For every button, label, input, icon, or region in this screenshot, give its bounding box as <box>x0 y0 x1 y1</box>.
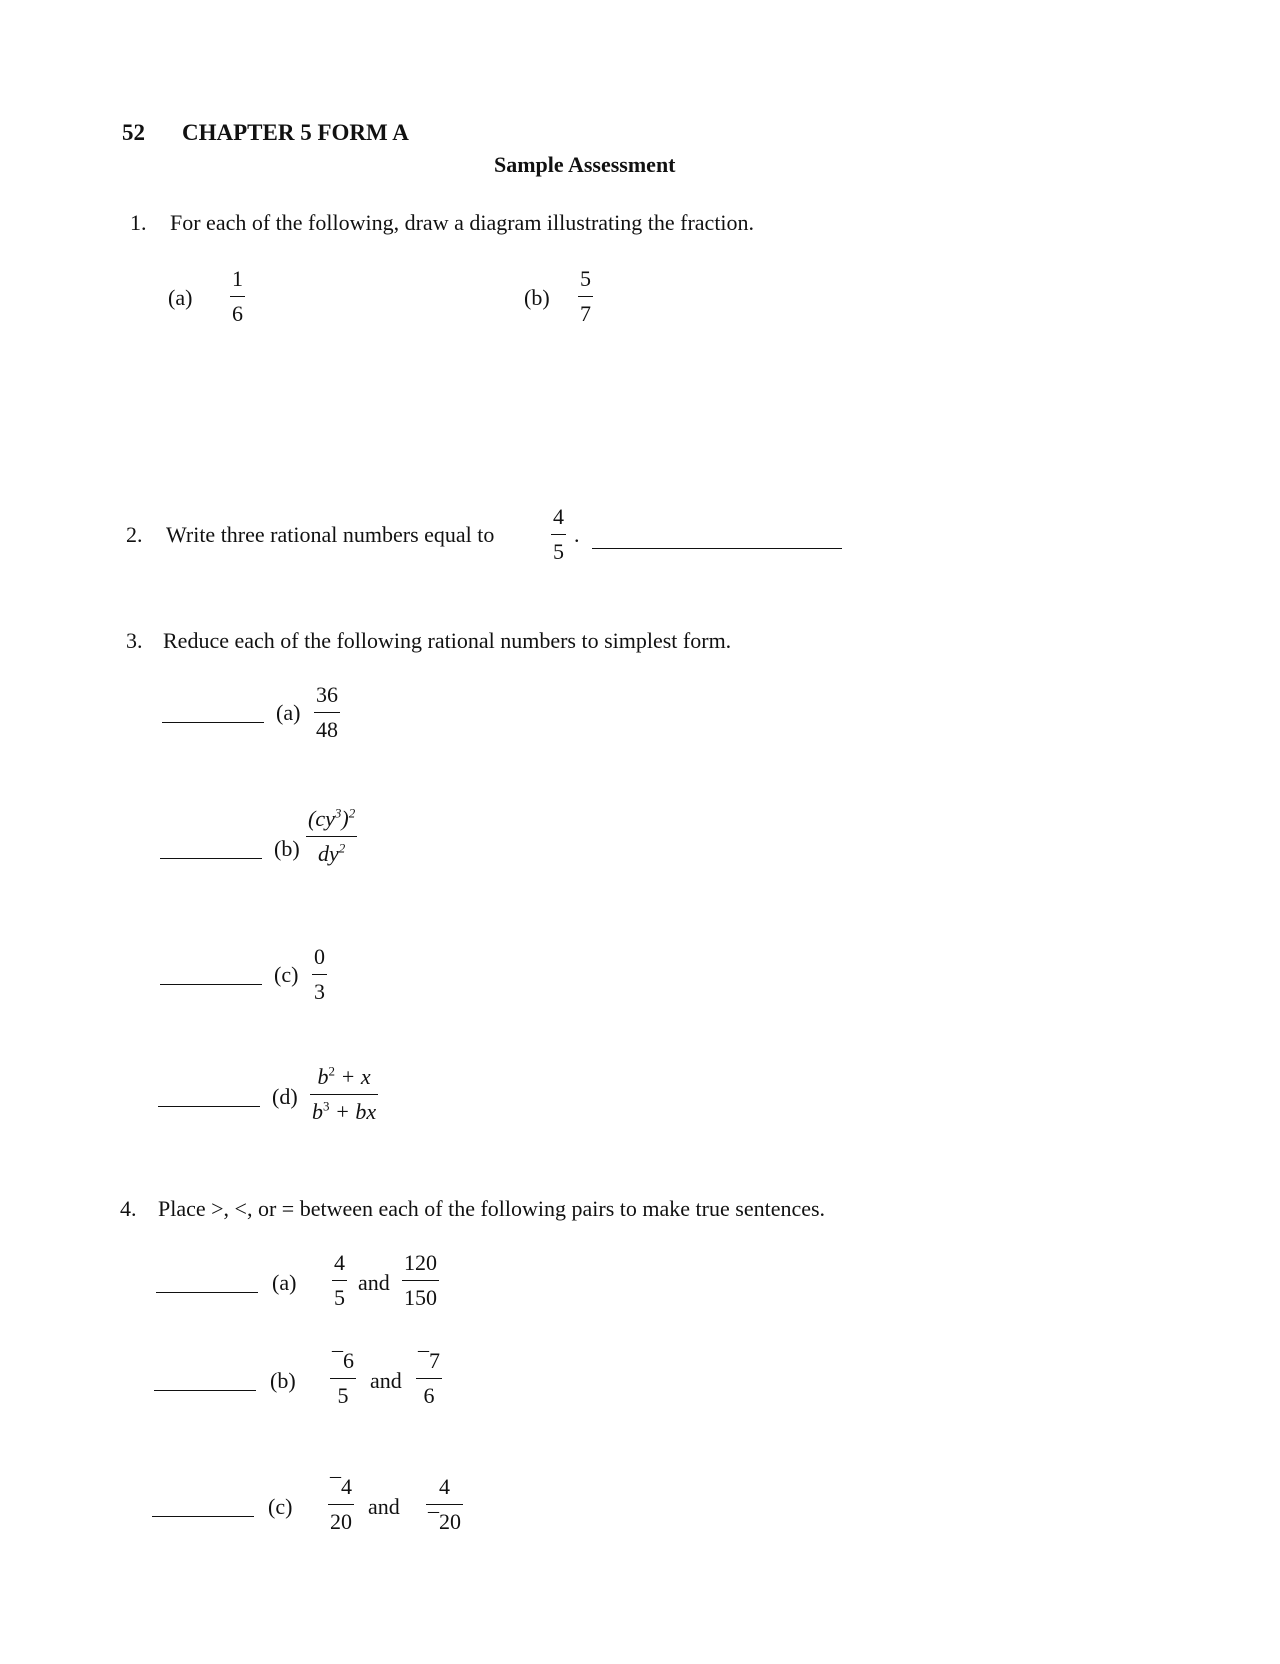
q4b-left-numerator: ¯6 <box>332 1348 354 1373</box>
q4c-left-numerator: ¯4 <box>330 1474 352 1499</box>
q4c-right-denominator: ¯20 <box>428 1509 461 1534</box>
q1a-fraction <box>230 268 245 325</box>
q3d-numerator <box>316 1063 373 1089</box>
q1-number: 1. <box>130 210 147 235</box>
q4a-label: (a) <box>272 1270 297 1295</box>
q3c-label: (c) <box>274 962 299 987</box>
q2-answer-line[interactable] <box>592 548 842 549</box>
q3c-numerator: 0 <box>314 944 325 969</box>
q3-text: Reduce each of the following rational numbers to simplest form. <box>163 628 732 653</box>
q4-number: 4. <box>120 1196 137 1221</box>
q3d-fraction <box>310 1063 378 1124</box>
q2-denominator: 5 <box>553 539 564 564</box>
q2-number: 2. <box>126 522 143 547</box>
q3b-label: (b) <box>274 836 300 861</box>
q3c-fraction <box>312 946 327 1003</box>
q3b-den-base: dy <box>317 841 339 866</box>
q4c-left-fraction <box>328 1476 354 1533</box>
q3a-label: (a) <box>276 700 301 725</box>
q3a-denominator: 48 <box>316 717 338 742</box>
q4b-right-fraction <box>416 1350 442 1407</box>
page-subtitle: Sample Assessment <box>494 152 676 177</box>
q2-text: Write three rational numbers equal to <box>166 522 495 547</box>
q1b-label: (b) <box>524 285 550 310</box>
q2-numerator: 4 <box>553 504 564 529</box>
q4b-left-denominator: 5 <box>337 1383 349 1408</box>
q4b-right-denominator: 6 <box>423 1383 435 1408</box>
q3a-numerator: 36 <box>316 682 338 707</box>
q3a-answer-line[interactable] <box>162 722 264 723</box>
q4-text: Place >, <, or = between each of the following pairs to make true sentences. <box>158 1196 826 1221</box>
q4b-answer-line[interactable] <box>154 1390 256 1391</box>
q3d-den-exp: 3 <box>323 1098 330 1114</box>
q1b-fraction <box>578 268 593 325</box>
q3d-num-b: b <box>317 1064 329 1089</box>
page-number: 52 <box>122 120 145 145</box>
q3d-num-exp: 2 <box>328 1063 335 1079</box>
q3a-fraction <box>314 684 340 741</box>
q3d-label: (d) <box>272 1084 298 1109</box>
q4a-right-denominator: 150 <box>404 1285 437 1310</box>
q2-period: . <box>574 522 580 547</box>
q3c-answer-line[interactable] <box>160 984 262 985</box>
q4c-and: and <box>368 1494 400 1519</box>
q4c-answer-line[interactable] <box>152 1516 254 1517</box>
q4a-left-numerator: 4 <box>334 1250 345 1275</box>
q4a-left-denominator: 5 <box>334 1285 345 1310</box>
q3d-den-b: b <box>312 1099 323 1124</box>
q3b-den-exp: 2 <box>338 840 346 856</box>
q3b-num-base: (cy <box>308 806 335 831</box>
q4c-right-numerator: 4 <box>439 1474 450 1499</box>
q1-text: For each of the following, draw a diagram illustrating the fraction. <box>170 210 755 235</box>
q3b-answer-line[interactable] <box>160 858 262 859</box>
q3b-num-exp-inner: 3 <box>334 805 342 821</box>
q1a-denominator: 6 <box>232 301 243 326</box>
q3b-fraction <box>306 805 357 866</box>
q4c-right-fraction <box>426 1476 463 1533</box>
q3d-denominator <box>310 1098 378 1124</box>
chapter-title: CHAPTER 5 FORM A <box>182 120 409 145</box>
q3d-num-rest: + x <box>335 1064 371 1089</box>
q1a-numerator: 1 <box>232 266 243 291</box>
q4a-left-fraction <box>332 1252 347 1309</box>
q3d-den-rest: + bx <box>329 1099 377 1124</box>
q2-fraction <box>551 506 566 563</box>
q4b-right-numerator: ¯7 <box>418 1348 440 1373</box>
q1b-denominator: 7 <box>580 301 591 326</box>
q4b-and: and <box>370 1368 402 1393</box>
q3b-num-close: ) <box>341 806 349 831</box>
q4a-and: and <box>358 1270 390 1295</box>
q4c-left-denominator: 20 <box>330 1509 352 1534</box>
q1a-label: (a) <box>168 285 193 310</box>
q3d-answer-line[interactable] <box>158 1106 260 1107</box>
q3c-denominator: 3 <box>314 979 325 1004</box>
q3b-numerator <box>306 805 357 831</box>
q4a-right-numerator: 120 <box>404 1250 437 1275</box>
q3-number: 3. <box>126 628 143 653</box>
q4a-answer-line[interactable] <box>156 1292 258 1293</box>
q3b-num-exp-outer: 2 <box>348 805 356 821</box>
q1b-numerator: 5 <box>580 266 591 291</box>
q4a-right-fraction <box>402 1252 439 1309</box>
q4b-label: (b) <box>270 1368 296 1393</box>
q4c-label: (c) <box>268 1494 293 1519</box>
q3b-denominator <box>316 840 347 866</box>
q4b-left-fraction <box>330 1350 356 1407</box>
